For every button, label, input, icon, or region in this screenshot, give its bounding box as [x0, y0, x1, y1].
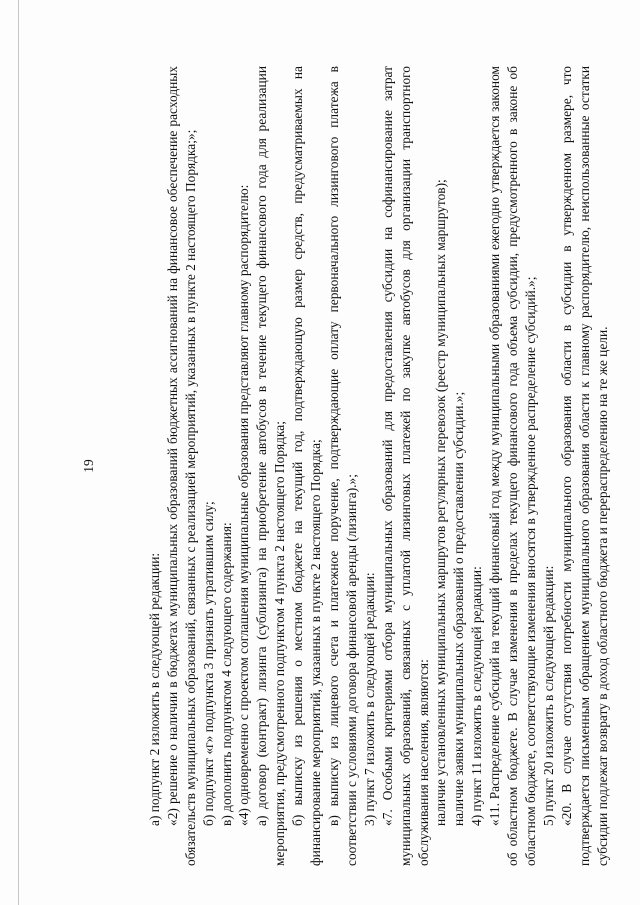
rotated-text-block [80, 66, 610, 866]
paragraph: наличие установленных муниципальных маршрутов регулярных перевозок (реестр муниципальных маршрутов); [433, 179, 449, 826]
paragraph: в) выписку из лицевого счета и платежное поручение, подтверждающие оплату первоначального лизингового платежа в соответствии с условиями договора финансовой аренды (лизинга).»; [325, 66, 359, 866]
paragraph: «7. Особыми критериями отбора муниципальных образований для предоставления субсидии на софинансирование затрат муниципальных образований, связанных с уплатой лизинговых платежей по закупке автобусов для организации транспортного обслуживания населения, являются: [379, 66, 431, 866]
page-number: 19 [81, 459, 96, 473]
paragraph: в) дополнить подпунктом 4 следующего содержания: [218, 522, 234, 826]
paragraph: 3) пункт 7 изложить в следующей редакции: [361, 572, 377, 826]
paragraph: а) договор (контракт) лизинга (сублизинга) на приобретение автобусов в течение текущего финансового года для реализации мероприятия, предусмотренного подпунктом 4 пункта 2 настоящего Порядка; [254, 66, 288, 866]
paragraph: 4) пункт 11 изложить в следующей редакции: [469, 566, 485, 826]
paragraph: «4) одновременно с проектом соглашения муниципальные образования представляют главному распорядителю: [236, 184, 252, 826]
paragraph: б) выписку из решения о местном бюджете на текущий год, подтверждающую размер средств, предусматриваемых на финансирование мероприятий, указанных в пункте 2 настоящего Порядка; [290, 66, 324, 866]
paragraph: «2) решение о наличии в бюджетах муниципальных образований бюджетных ассигнований на финансовое обеспечение расходных обязательств муниципальных образований, связанных с реализацией мероприятий, указанных в пункте 2 настоящего Порядка;»; [164, 66, 198, 866]
paragraph: 5) пункт 20 изложить в следующей редакции: [540, 565, 556, 826]
scan-edge-line [18, 0, 19, 905]
paragraph: наличие заявки муниципальных образований о предоставлении субсидии.»; [451, 391, 467, 826]
paragraph: а) подпункт 2 изложить в следующей редакции: [146, 552, 162, 826]
paragraph: «11. Распределение субсидий на текущий финансовый год между муниципальными образованиями ежегодно утверждается законом об областном бюджете. В случае изменения в пределах текущего финансового года объема субсидии, предусмотренного в законе об областном бюджете, соответствующие изменения вносятся в утвержденное распределение субсидий.»; [487, 66, 538, 866]
paragraph: б) подпункт «г» подпункта 3 признать утратившим силу; [200, 501, 216, 826]
paragraph: «20. В случае отсутствия потребности муниципального образования области в субсидии в утвержденном размере, что подтверждается письменным обращением муниципального образования области к главному распорядителю, неиспользованные остатки субсидии подлежат возврату в доход областного бюджета и перераспределению на те же цели. [558, 66, 610, 866]
